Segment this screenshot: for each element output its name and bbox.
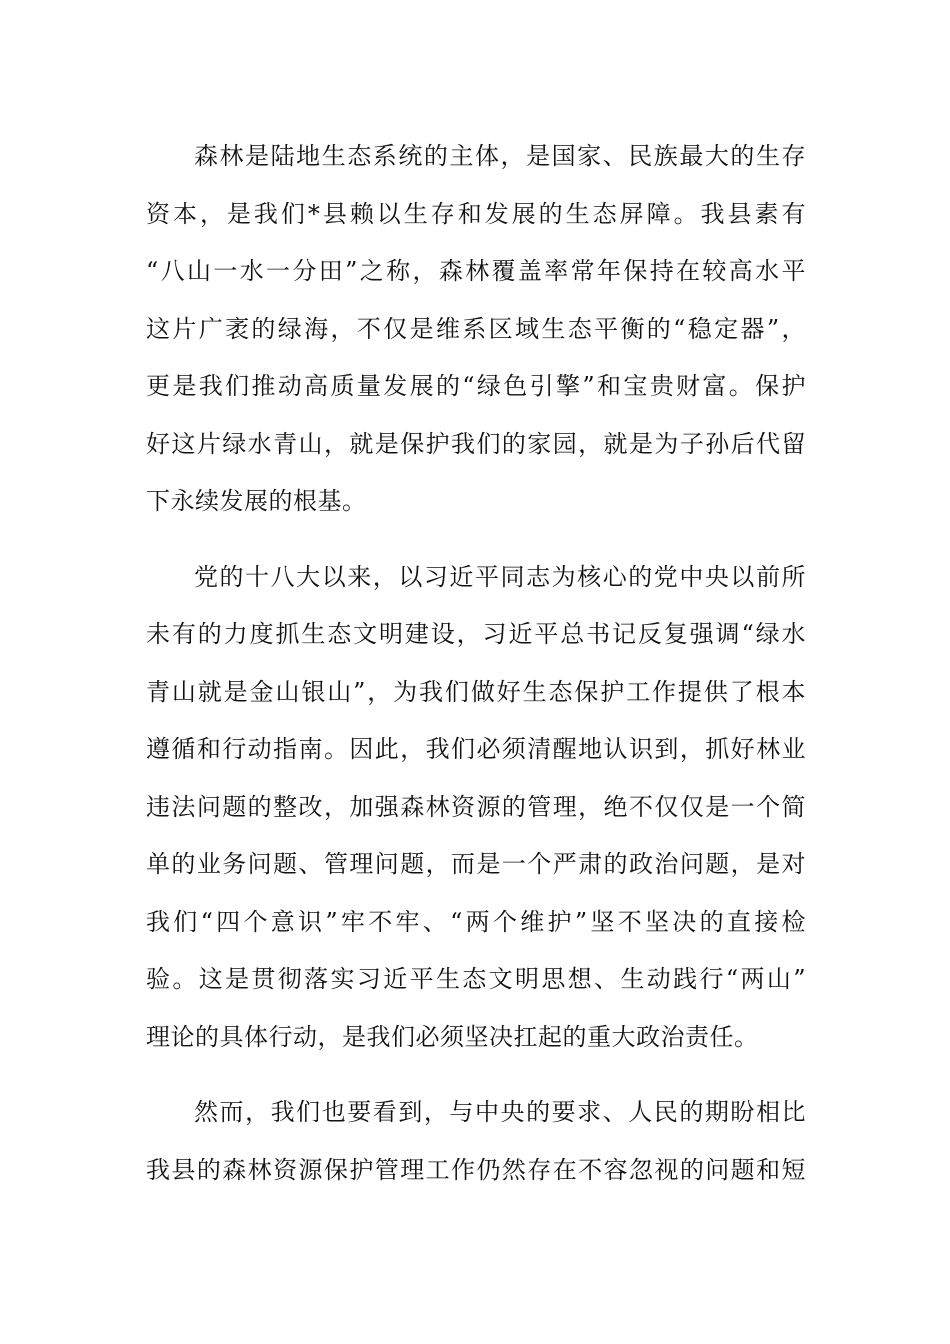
text-line: 森林是陆地生态系统的主体，是国家、民族最大的生存 (194, 142, 806, 170)
text-line: 好这片绿水青山，就是保护我们的家园，就是为子孙后代留 (146, 429, 806, 458)
text-line: 验。这是贯彻落实习近平生态文明思想、生动践行“两山” (146, 965, 806, 993)
text-line: 违法问题的整改，加强森林资源的管理，绝不仅仅是一个简 (146, 792, 806, 821)
text-line: “八山一水一分田”之称，森林覆盖率常年保持在较高水平 (146, 257, 806, 285)
text-line: 这片广袤的绿海，不仅是维系区域生态平衡的“稳定器”， (146, 314, 806, 343)
text-line: 资本，是我们*县赖以生存和发展的生态屏障。我县素有 (146, 199, 806, 228)
text-line: 未有的力度抓生态文明建设，习近平总书记反复强调“绿水 (146, 620, 806, 648)
text-line: 然而，我们也要看到，与中央的要求、人民的期盼相比 (194, 1098, 806, 1126)
text-line: 理论的具体行动，是我们必须坚决扛起的重大政治责任。 (146, 1022, 759, 1051)
text-line: 青山就是金山银山”，为我们做好生态保护工作提供了根本 (146, 677, 806, 706)
paragraph-3 (146, 1084, 806, 1199)
text-line: 遵循和行动指南。因此，我们必须清醒地认识到，抓好林业 (146, 735, 806, 763)
paragraph-1 (146, 128, 806, 531)
text-line: 我们“四个意识”牢不牢、“两个维护”坚不坚决的直接检 (146, 907, 806, 936)
text-line: 我县的森林资源保护管理工作仍然存在不容忽视的问题和短 (146, 1155, 806, 1184)
text-line: 下永续发展的根基。 (146, 487, 367, 515)
text-line: 单的业务问题、管理问题，而是一个严肃的政治问题，是对 (146, 850, 806, 878)
document-body (146, 128, 806, 1217)
text-line: 党的十八大以来，以习近平同志为核心的党中央以前所 (194, 562, 806, 591)
paragraph-2 (146, 549, 806, 1067)
text-line: 更是我们推动高质量发展的“绿色引擎”和宝贵财富。保护 (146, 372, 806, 400)
